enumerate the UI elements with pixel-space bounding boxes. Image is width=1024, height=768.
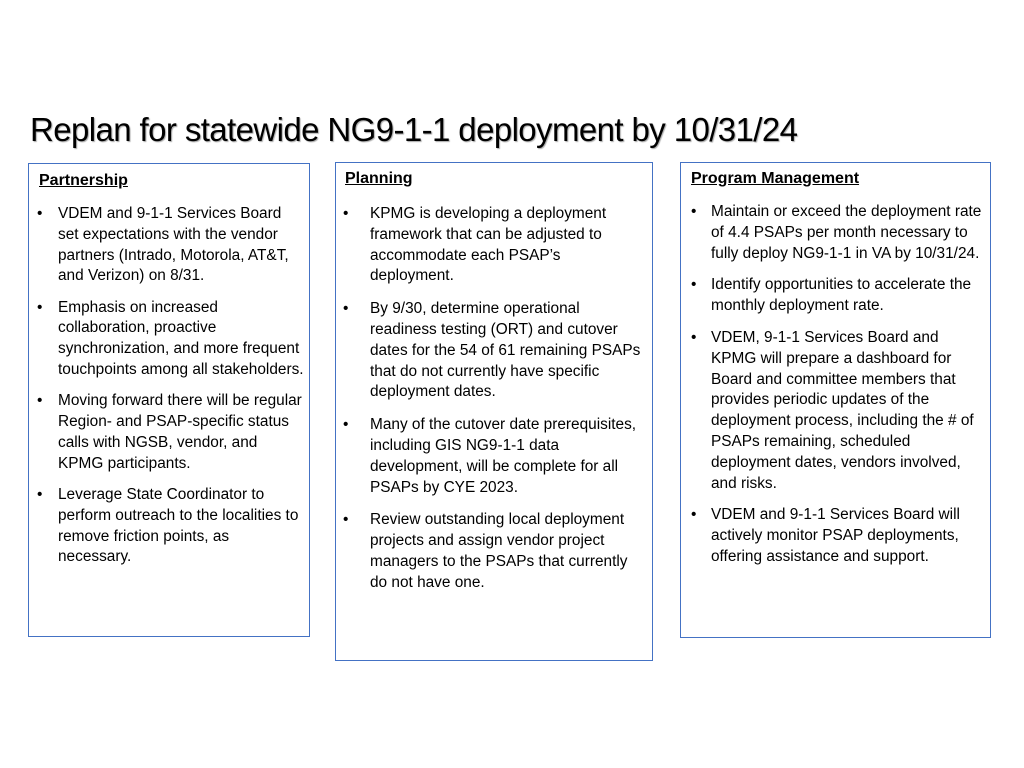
partnership-item — [37, 391, 306, 474]
bullet-icon: • — [343, 416, 349, 434]
bullet-icon: • — [37, 298, 43, 316]
partnership-bullet-list — [37, 204, 306, 579]
program-management-item-text: VDEM, 9-1-1 Services Board and KPMG will prepare a dashboard for Board and committee members that provides periodic updates of the deployment process, including the # of PSAPs remaining, scheduled deployment dates, vendors involved, and risks. — [711, 328, 974, 492]
planning-item — [343, 204, 648, 287]
planning-item-text: Review outstanding local deployment projects and assign vendor project managers to the PSAPs that currently do not have one. — [370, 511, 628, 591]
partnership-box — [28, 163, 310, 637]
program-management-item — [691, 328, 987, 494]
bullet-icon: • — [343, 205, 349, 222]
planning-heading: Planning — [345, 170, 413, 187]
planning-item — [343, 510, 648, 593]
planning-item-text: By 9/30, determine operational readiness testing (ORT) and cutover dates for the 54 of 61 remaining PSAPs that do not currently have specific deployment dates. — [370, 300, 641, 401]
partnership-heading: Partnership — [39, 172, 128, 189]
planning-item — [343, 415, 648, 498]
partnership-item — [37, 485, 306, 568]
partnership-item-text: Emphasis on increased collaboration, proactive synchronization, and more frequent touchpoints among all stakeholders. — [58, 298, 304, 379]
planning-item-text: Many of the cutover date prerequisites, including GIS NG9-1-1 data development, will be complete for all PSAPs by CYE 2023. — [370, 416, 637, 496]
program-management-item — [691, 505, 987, 567]
bullet-icon: • — [343, 511, 349, 529]
bullet-icon: • — [37, 486, 43, 504]
planning-item-text: KPMG is developing a deployment framework that can be adjusted to accommodate each PSAP’s deployment. — [370, 205, 607, 285]
planning-bullet-list — [343, 204, 648, 606]
program-management-item-text: Maintain or exceed the deployment rate of 4.4 PSAPs per month necessary to fully deploy NG9-1-1 in VA by 10/31/24. — [711, 203, 982, 262]
program-management-heading: Program Management — [691, 170, 860, 187]
program-management-item — [691, 202, 987, 264]
bullet-icon: • — [343, 300, 349, 318]
bullet-icon: • — [691, 506, 697, 524]
partnership-item-text: Leverage State Coordinator to perform outreach to the localities to remove friction points, as necessary. — [58, 486, 299, 566]
bullet-icon: • — [37, 205, 43, 222]
partnership-item-text: Moving forward there will be regular Region- and PSAP-specific status calls with NGSB, vendor, and KPMG participants. — [58, 392, 302, 472]
bullet-icon: • — [691, 328, 697, 346]
bullet-icon: • — [691, 276, 697, 294]
program-management-box — [680, 162, 991, 638]
partnership-item — [37, 204, 306, 287]
slide-title: Replan for statewide NG9-1-1 deployment by 10/31/24 — [30, 111, 798, 148]
bullet-icon: • — [37, 392, 43, 410]
program-management-item-text: Identify opportunities to accelerate the monthly deployment rate. — [711, 276, 972, 315]
program-management-bullet-list — [691, 202, 987, 579]
planning-item — [343, 299, 648, 403]
partnership-item-text: VDEM and 9-1-1 Services Board set expectations with the vendor partners (Intrado, Motorola, AT&T, and Verizon) on 8/31. — [58, 205, 289, 285]
program-management-item — [691, 275, 987, 317]
partnership-item — [37, 298, 306, 381]
program-management-item-text: VDEM and 9-1-1 Services Board will actively monitor PSAP deployments, offering assistance and support. — [711, 506, 960, 565]
bullet-icon: • — [691, 203, 697, 220]
planning-box — [335, 162, 653, 661]
